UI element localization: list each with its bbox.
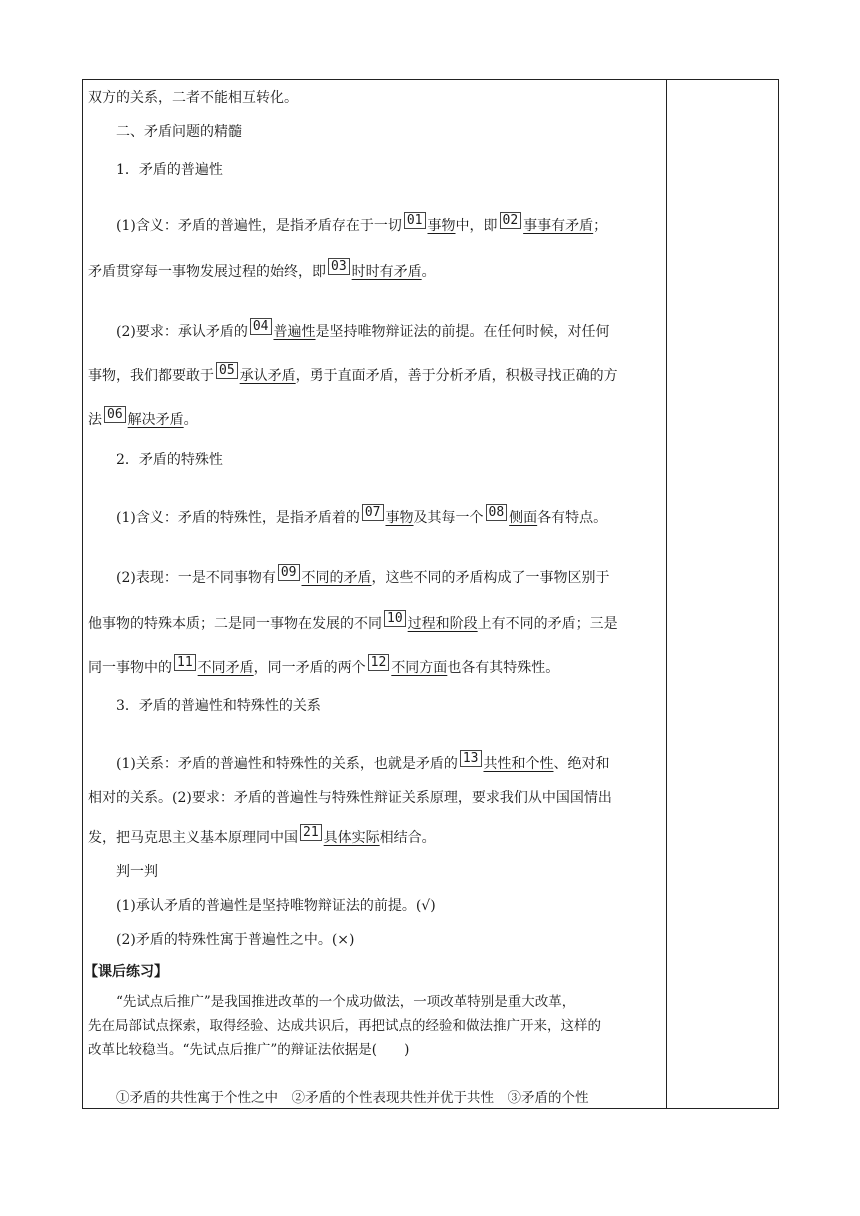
text: 他事物的特殊本质；二是同一事物在发展的不同 — [88, 616, 382, 632]
blank-number-box: 13 — [460, 750, 482, 767]
text-line — [88, 88, 298, 108]
blank-number-box: 07 — [362, 504, 384, 521]
answer-text: 事事有矛盾 — [523, 218, 594, 234]
text: 相结合。 — [379, 830, 436, 846]
exercise-heading — [84, 962, 168, 982]
subsection-heading — [116, 450, 223, 470]
text-line — [88, 788, 612, 808]
answer-text: 事物 — [385, 510, 414, 526]
text: ，同一矛盾的两个 — [253, 660, 366, 676]
answer-text: 不同的矛盾 — [301, 570, 372, 586]
text-line — [88, 258, 436, 282]
text: 上有不同的矛盾；三是 — [477, 616, 618, 632]
exercise-line — [88, 1016, 601, 1036]
text-line — [116, 750, 610, 774]
text: ； — [593, 218, 608, 234]
blank-number-box: 04 — [250, 318, 272, 335]
text-line — [116, 504, 607, 528]
text: 2．矛盾的特殊性 — [116, 452, 223, 468]
text: 二、矛盾问题的精髓 — [116, 124, 242, 140]
text: 。 — [421, 264, 436, 280]
answer-text: 时时有矛盾 — [351, 264, 422, 280]
text: 先在局部试点探索，取得经验、达成共识后，再把试点的经验和做法推广开来，这样的 — [88, 1018, 601, 1034]
text: 矛盾贯穿每一事物发展过程的始终，即 — [88, 264, 326, 280]
text: 是坚持唯物辩证法的前提。在任何时候，对任何 — [315, 324, 610, 340]
blank-number-box: 06 — [104, 406, 126, 423]
judge-item — [116, 896, 436, 916]
exercise-line — [88, 1040, 409, 1060]
text-line — [116, 212, 607, 236]
blank-number-box: 05 — [216, 362, 238, 379]
text-line — [88, 654, 559, 678]
text: “先试点后推广”是我国推进改革的一个成功做法，一项改革特别是重大改革， — [116, 994, 576, 1010]
subsection-heading — [116, 696, 321, 716]
text-line — [116, 318, 610, 342]
text: 。 — [183, 412, 198, 428]
text: 法 — [88, 412, 102, 428]
answer-text: 不同方面 — [391, 660, 448, 676]
text-line — [116, 564, 610, 588]
text: ，这些不同的矛盾构成了一事物区别于 — [371, 570, 610, 586]
exercise-line — [116, 992, 575, 1012]
exercise-line — [116, 1088, 589, 1108]
section-heading — [116, 122, 242, 142]
text: (1)承认矛盾的普遍性是坚持唯物辩证法的前提。(√) — [116, 898, 436, 914]
blank-number-box: 03 — [328, 258, 350, 275]
judge-item — [116, 930, 355, 950]
answer-text: 解决矛盾 — [127, 412, 184, 428]
text: 中，即 — [455, 218, 498, 234]
text: 改革比较稳当。“先试点后推广”的辩证法依据是( ) — [88, 1042, 410, 1058]
text: (2)要求：承认矛盾的 — [116, 324, 248, 340]
text: 及其每一个 — [413, 510, 484, 526]
text: 判一判 — [116, 864, 158, 880]
answer-text: 过程和阶段 — [407, 616, 478, 632]
text: (2)矛盾的特殊性寓于普遍性之中。(×) — [116, 932, 355, 948]
blank-number-box: 10 — [384, 610, 406, 627]
text: ，勇于直面矛盾，善于分析矛盾，积极寻找正确的方 — [295, 368, 618, 384]
text-line — [88, 610, 618, 634]
text: 1．矛盾的普遍性 — [116, 162, 223, 178]
answer-text: 承认矛盾 — [239, 368, 296, 384]
blank-number-box: 12 — [368, 654, 390, 671]
text: (1)含义：矛盾的特殊性，是指矛盾着的 — [116, 510, 360, 526]
text: 各有特点。 — [537, 510, 608, 526]
blank-number-box: 01 — [404, 212, 426, 229]
text-line — [88, 824, 436, 848]
answer-text: 具体实际 — [323, 830, 380, 846]
answer-text: 不同矛盾 — [197, 660, 254, 676]
blank-number-box: 21 — [300, 824, 322, 841]
text: 【课后练习】 — [84, 964, 168, 980]
text: (1)关系：矛盾的普遍性和特殊性的关系，也就是矛盾的 — [116, 756, 458, 772]
text: 发，把马克思主义基本原理同中国 — [88, 830, 298, 846]
text: 3．矛盾的普遍性和特殊性的关系 — [116, 698, 321, 714]
text: 相对的关系。(2)要求：矛盾的普遍性与特殊性辩证关系原理，要求我们从中国国情出 — [88, 790, 612, 806]
text: ①矛盾的共性寓于个性之中 ②矛盾的个性表现共性并优于共性 ③矛盾的个性 — [116, 1090, 589, 1106]
text: 事物，我们都要敢于 — [88, 368, 214, 384]
text: 也各有其特殊性。 — [447, 660, 560, 676]
blank-number-box: 09 — [278, 564, 300, 581]
text: 、绝对和 — [553, 756, 610, 772]
text: (1)含义：矛盾的普遍性，是指矛盾存在于一切 — [116, 218, 402, 234]
column-divider — [666, 79, 667, 1109]
subsection-heading — [116, 160, 223, 180]
blank-number-box: 02 — [500, 212, 522, 229]
blank-number-box: 08 — [486, 504, 508, 521]
text-line — [88, 406, 198, 430]
blank-number-box: 11 — [174, 654, 196, 671]
judge-heading — [116, 862, 158, 882]
answer-text: 事物 — [427, 218, 456, 234]
answer-text: 普遍性 — [273, 324, 316, 340]
answer-text: 侧面 — [509, 510, 538, 526]
text: 同一事物中的 — [88, 660, 172, 676]
answer-text: 共性和个性 — [483, 756, 554, 772]
text: 双方的关系，二者不能相互转化。 — [88, 90, 298, 106]
text: (2)表现：一是不同事物有 — [116, 570, 276, 586]
text-line — [88, 362, 618, 386]
